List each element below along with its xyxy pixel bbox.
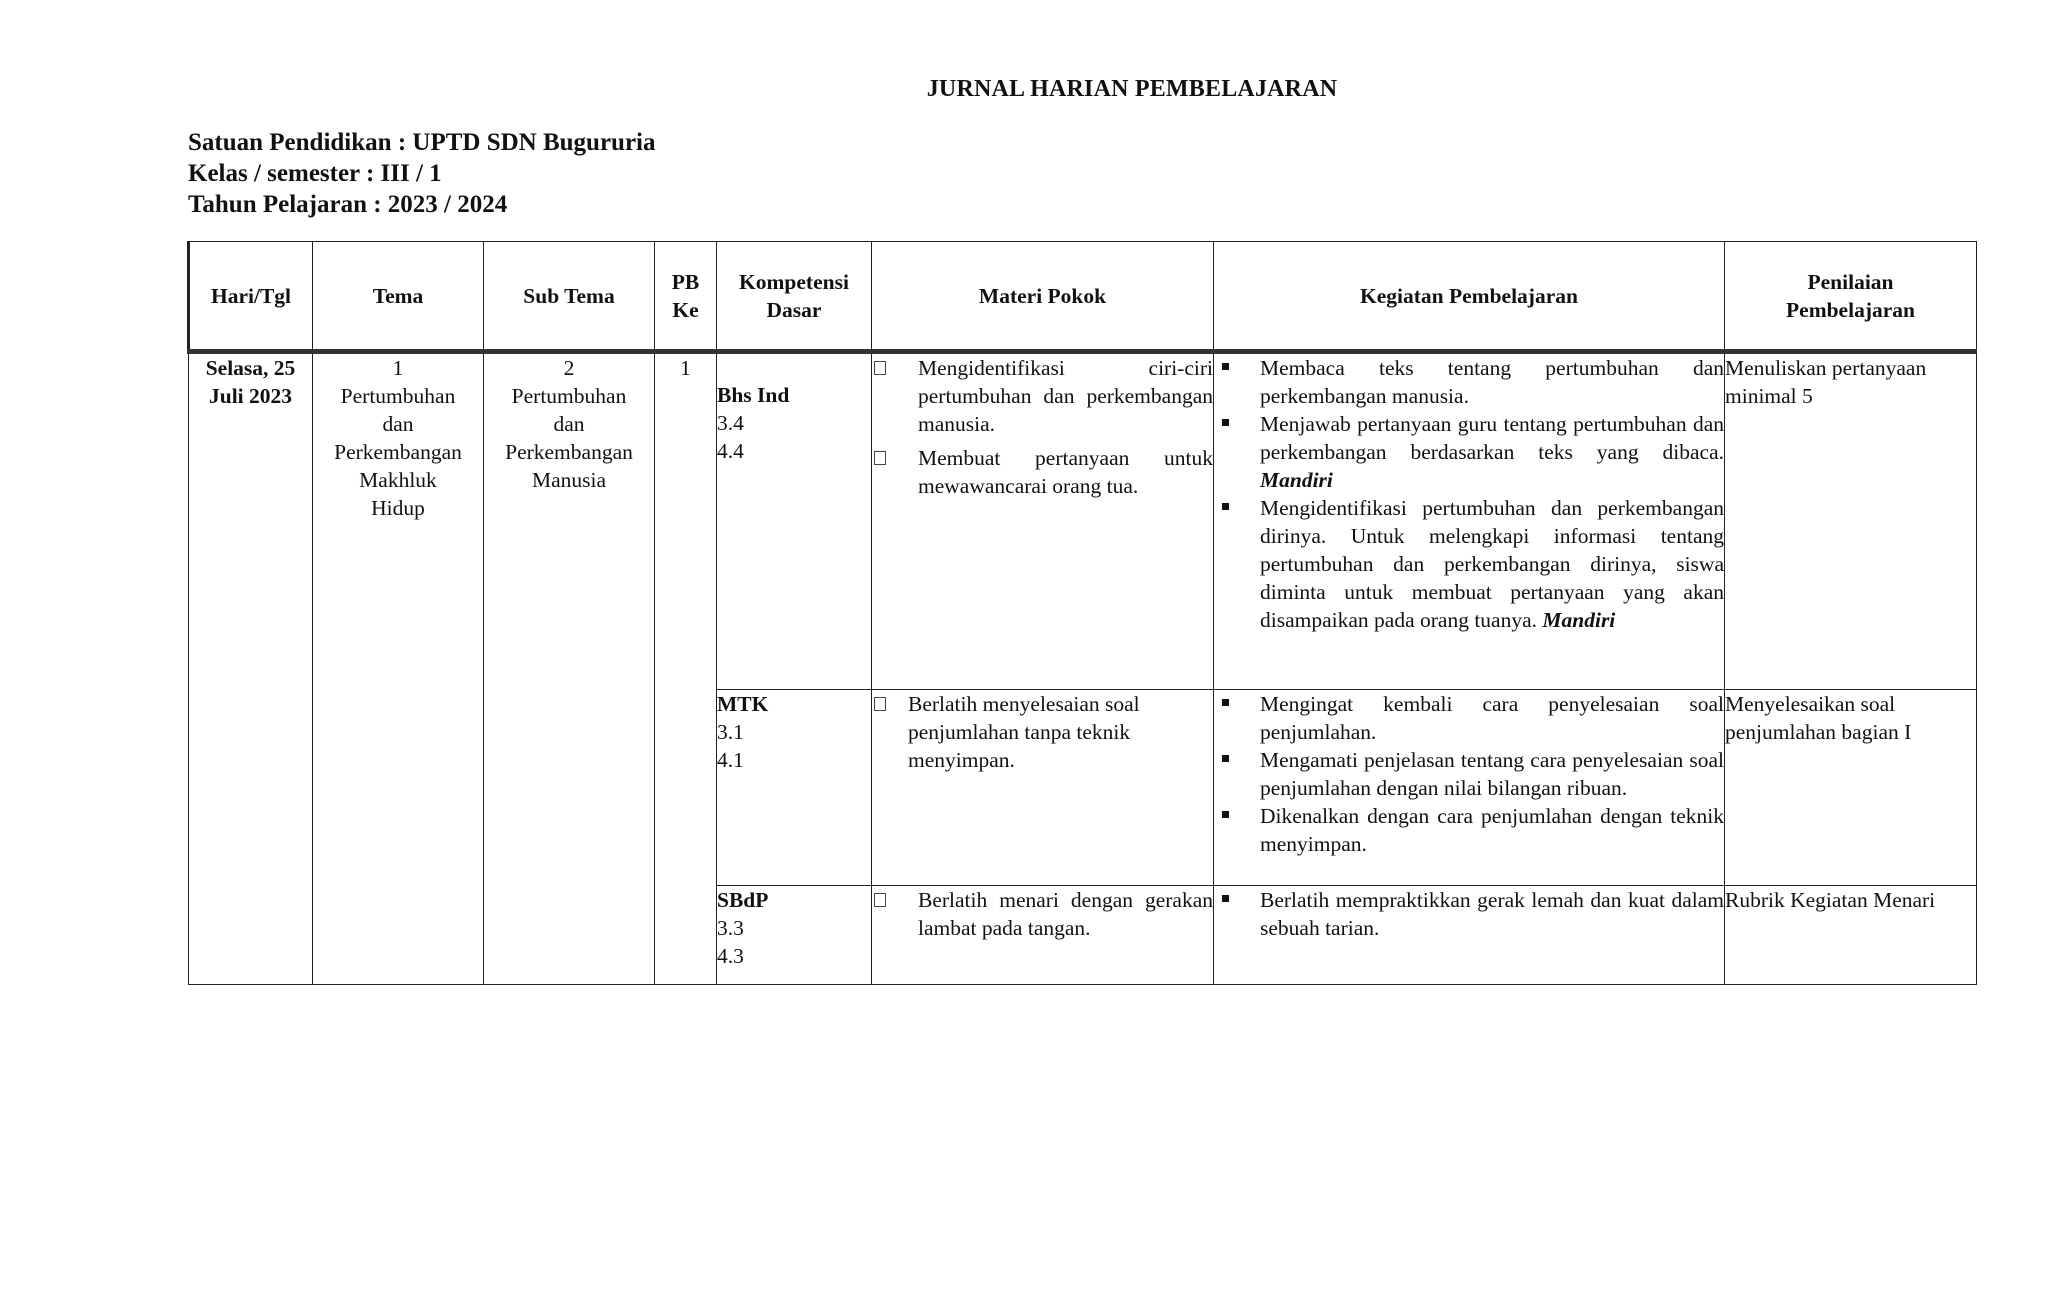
pb-ke-cell: 1: [655, 352, 717, 985]
kd-cell: [717, 352, 872, 690]
list-item: [872, 690, 1213, 774]
page-title: JURNAL HARIAN PEMBELAJARAN: [926, 76, 1338, 102]
square-bullet-icon: [1222, 363, 1229, 370]
checkbox-icon: [874, 361, 886, 375]
list-item: [1214, 690, 1724, 746]
square-bullet-icon: [1222, 811, 1229, 818]
kegiatan-list: [1214, 886, 1724, 942]
checkbox-icon: [874, 893, 886, 907]
mandiri-label: Mandiri: [1260, 468, 1333, 492]
sub-tema-line: dan: [553, 412, 585, 436]
materi-cell: [872, 352, 1214, 690]
tema-line: Pertumbuhan: [340, 384, 456, 408]
kd-code: 3.1: [717, 720, 744, 744]
kd-cell: [717, 886, 872, 985]
kegiatan-cell: [1214, 886, 1725, 985]
kegiatan-text: Mengingat kembali cara penyelesaian soal penjumlahan.: [1260, 692, 1724, 744]
square-bullet-icon: [1222, 755, 1229, 762]
checkbox-icon: [874, 697, 886, 711]
kegiatan-text: Mengamati penjelasan tentang cara penyelesaian soal penjumlahan dengan nilai bilangan ribuan.: [1260, 748, 1724, 800]
list-item: [1214, 410, 1724, 494]
checkbox-icon: [874, 451, 886, 465]
header-hari: [189, 242, 313, 352]
kegiatan-cell: [1214, 352, 1725, 690]
journal-table: [187, 241, 1977, 985]
materi-cell: [872, 886, 1214, 985]
kegiatan-text: Dikenalkan dengan cara penjumlahan dengan teknik menyimpan.: [1260, 804, 1724, 856]
table-header-row: [189, 242, 1977, 352]
sub-tema-number: 2: [563, 356, 575, 380]
penilaian-cell: Menyelesaikan soal penjumlahan bagian I: [1725, 690, 1977, 886]
table-row: [189, 352, 1977, 690]
header-sub-tema: [484, 242, 655, 352]
header-sub-tema-label: Sub Tema: [523, 283, 615, 308]
header-kd-line2: Dasar: [766, 297, 822, 322]
materi-list: [872, 690, 1213, 774]
document-meta: [188, 127, 655, 220]
tema-line: Hidup: [371, 496, 425, 520]
header-pb-line2: Ke: [672, 297, 699, 322]
header-materi-pokok: [872, 242, 1214, 352]
hari-line2: Juli 2023: [208, 384, 293, 408]
kegiatan-list: [1214, 354, 1724, 634]
kegiatan-text: Menjawab pertanyaan guru tentang pertumbuhan dan perkembangan berdasarkan teks yang dibaca.: [1260, 412, 1724, 464]
materi-list: [872, 886, 1213, 942]
hari-tgl-cell: [189, 352, 313, 985]
tema-line: dan: [382, 412, 414, 436]
list-item: [872, 354, 1213, 438]
tahun-pelajaran: Tahun Pelajaran : 2023 / 2024: [188, 191, 508, 218]
header-penilaian-line2: Pembelajaran: [1786, 297, 1915, 322]
tema-cell: [313, 352, 484, 985]
square-bullet-icon: [1222, 419, 1229, 426]
satuan-pendidikan: Satuan Pendidikan : UPTD SDN Bugururia: [188, 129, 656, 156]
tema-number: 1: [392, 356, 404, 380]
sub-tema-line: Manusia: [531, 468, 607, 492]
kd-subject: Bhs Ind: [717, 383, 790, 407]
materi-text: Berlatih menari dengan gerakan lambat pada tangan.: [918, 888, 1213, 940]
kegiatan-text: Mengidentifikasi pertumbuhan dan perkembangan dirinya. Untuk melengkapi informasi tentang pertumbuhan dan perkembangan dirinya, siswa diminta untuk membuat pertanyaan yang akan disampaikan pada orang tuanya.: [1260, 496, 1724, 632]
header-materi-label: Materi Pokok: [978, 283, 1107, 308]
square-bullet-icon: [1222, 699, 1229, 706]
list-item: [1214, 354, 1724, 410]
header-tema: [313, 242, 484, 352]
header-pb-ke: [655, 242, 717, 352]
materi-text: Mengidentifikasi ciri-ciri pertumbuhan dan perkembangan manusia.: [918, 356, 1213, 436]
sub-tema-line: Perkembangan: [505, 440, 633, 464]
square-bullet-icon: [1222, 895, 1229, 902]
kegiatan-list: [1214, 690, 1724, 858]
hari-line1: Selasa, 25: [205, 356, 296, 380]
sub-tema-cell: [484, 352, 655, 985]
header-penilaian-line1: Penilaian: [1807, 269, 1894, 294]
header-penilaian: [1725, 242, 1977, 352]
materi-list: [872, 354, 1213, 500]
materi-text: Berlatih menyelesaian soal penjumlahan tanpa teknik menyimpan.: [908, 692, 1140, 772]
kd-code: 4.4: [717, 439, 744, 463]
header-kegiatan-label: Kegiatan Pembelajaran: [1360, 283, 1578, 308]
kelas-semester: Kelas / semester : III / 1: [188, 160, 442, 187]
kd-code: 4.3: [717, 944, 744, 968]
header-kompetensi-dasar: [717, 242, 872, 352]
square-bullet-icon: [1222, 503, 1229, 510]
list-item: [1214, 802, 1724, 858]
penilaian-cell: Rubrik Kegiatan Menari: [1725, 886, 1977, 985]
header-hari-label: Hari/Tgl: [210, 283, 292, 308]
header-tema-label: Tema: [372, 283, 424, 308]
header-kegiatan: [1214, 242, 1725, 352]
header-kd-line1: Kompetensi: [739, 269, 849, 294]
list-item: [872, 886, 1213, 942]
kd-code: 3.4: [717, 411, 744, 435]
kegiatan-cell: [1214, 690, 1725, 886]
kd-code: 4.1: [717, 748, 744, 772]
materi-text: Membuat pertanyaan untuk mewawancarai orang tua.: [918, 446, 1213, 498]
mandiri-label: Mandiri: [1542, 608, 1616, 632]
penilaian-cell: Menuliskan pertanyaan minimal 5: [1725, 352, 1977, 690]
tema-line: Makhluk: [359, 468, 437, 492]
kd-code: 3.3: [717, 916, 744, 940]
kegiatan-text: Berlatih mempraktikkan gerak lemah dan kuat dalam sebuah tarian.: [1260, 888, 1724, 940]
kegiatan-text: Membaca teks tentang pertumbuhan dan perkembangan manusia.: [1260, 356, 1724, 408]
kd-subject: SBdP: [717, 888, 769, 912]
kd-subject: MTK: [717, 692, 769, 716]
sub-tema-line: Pertumbuhan: [511, 384, 627, 408]
materi-cell: [872, 690, 1214, 886]
list-item: [1214, 746, 1724, 802]
list-item: [872, 444, 1213, 500]
tema-line: Perkembangan: [334, 440, 462, 464]
list-item: [1214, 494, 1724, 634]
list-item: [1214, 886, 1724, 942]
kd-cell: [717, 690, 872, 886]
header-pb-line1: PB: [671, 269, 700, 294]
